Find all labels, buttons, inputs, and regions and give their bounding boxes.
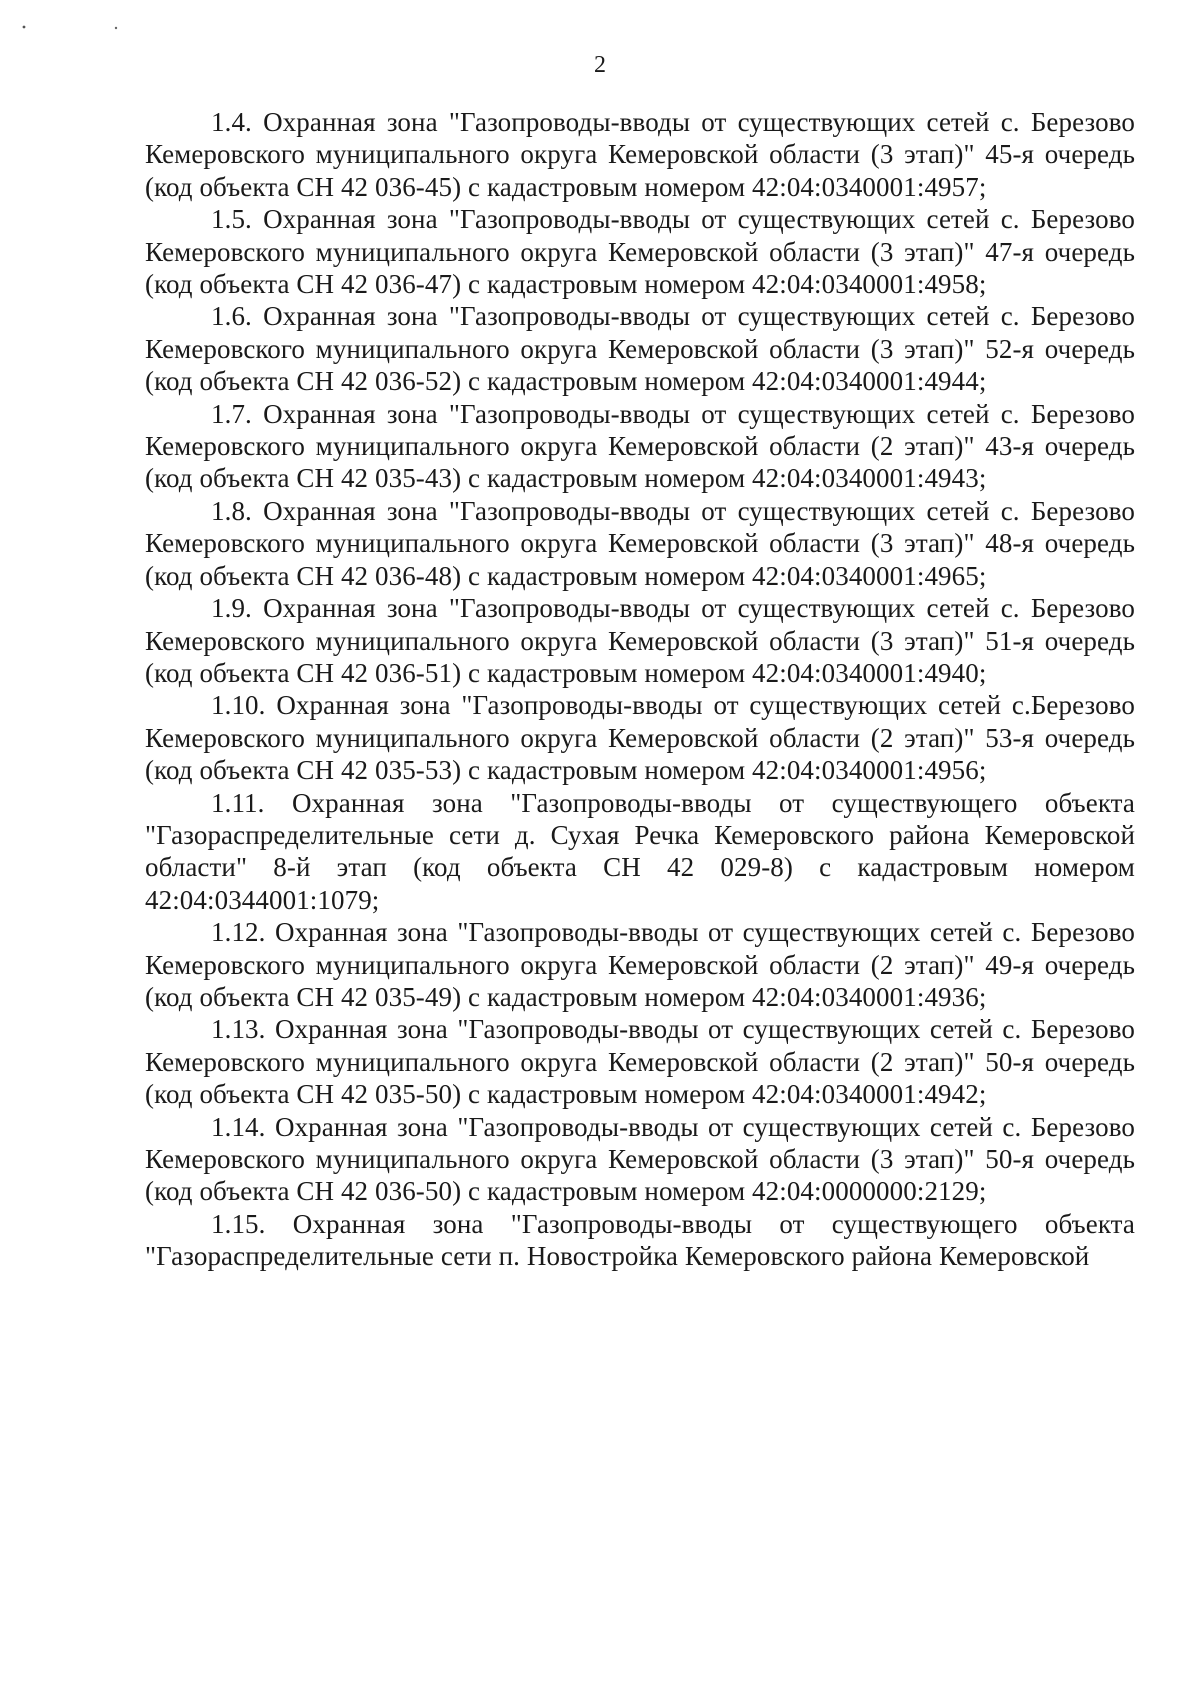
list-item: 1.5. Охранная зона "Газопроводы-вводы от существующих сетей с. Березово Кемеровского муниципального округа Кемеровской области (3 этап)" 47-я очередь (код объекта СН 42 036-47) с кадастровым номером 42:04:0340001:4958; [145, 204, 1135, 300]
list-item: 1.14. Охранная зона "Газопроводы-вводы от существующих сетей с. Березово Кемеровского муниципального округа Кемеровской области (3 этап)" 50-я очередь (код объекта СН 42 036-50) с кадастровым номером 42:04:0000000:2129; [145, 1111, 1135, 1207]
list-item: 1.15. Охранная зона "Газопроводы-вводы от существующего объекта "Газораспределительные сети п. Новостройка Кемеровского района Кемеровской [145, 1208, 1135, 1272]
list-item: 1.7. Охранная зона "Газопроводы-вводы от существующих сетей с. Березово Кемеровского муниципального округа Кемеровской области (2 этап)" 43-я очередь (код объекта СН 42 035-43) с кадастровым номером 42:04:0340001:4943; [145, 398, 1135, 494]
list-item: 1.8. Охранная зона "Газопроводы-вводы от существующих сетей с. Березово Кемеровского муниципального округа Кемеровской области (3 этап)" 48-я очередь (код объекта СН 42 036-48) с кадастровым номером 42:04:0340001:4965; [145, 495, 1135, 591]
page-number: 2 [594, 52, 606, 78]
document-body [145, 106, 1135, 1273]
list-item: 1.12. Охранная зона "Газопроводы-вводы от существующих сетей с. Березово Кемеровского муниципального округа Кемеровской области (2 этап)" 49-я очередь (код объекта СН 42 035-49) с кадастровым номером 42:04:0340001:4936; [145, 917, 1135, 1012]
list-item: 1.4. Охранная зона "Газопроводы-вводы от существующих сетей с. Березово Кемеровского муниципального округа Кемеровской области (3 этап)" 45-я очередь (код объекта СН 42 036-45) с кадастровым номером 42:04:0340001:4957; [145, 107, 1135, 202]
list-item: 1.9. Охранная зона "Газопроводы-вводы от существующих сетей с. Березово Кемеровского муниципального округа Кемеровской области (3 этап)" 51-я очередь (код объекта СН 42 036-51) с кадастровым номером 42:04:0340001:4940; [145, 593, 1135, 688]
list-item: 1.11. Охранная зона "Газопроводы-вводы от существующего объекта "Газораспределительные сети д. Сухая Речка Кемеровского района Кемеровской области" 8-й этап (код объекта СН 42 029-8) с кадастровым номером 42:04:0344001:1079; [145, 787, 1135, 915]
scan-specks [20, 20, 140, 34]
list-item: 1.6. Охранная зона "Газопроводы-вводы от существующих сетей с. Березово Кемеровского муниципального округа Кемеровской области (3 этап)" 52-я очередь (код объекта СН 42 036-52) с кадастровым номером 42:04:0340001:4944; [145, 301, 1135, 397]
list-item: 1.13. Охранная зона "Газопроводы-вводы от существующих сетей с. Березово Кемеровского муниципального округа Кемеровской области (2 этап)" 50-я очередь (код объекта СН 42 035-50) с кадастровым номером 42:04:0340001:4942; [145, 1014, 1135, 1110]
list-item: 1.10. Охранная зона "Газопроводы-вводы от существующих сетей с.Березово Кемеровского муниципального округа Кемеровской области (2 этап)" 53-я очередь (код объекта СН 42 035-53) с кадастровым номером 42:04:0340001:4956; [145, 690, 1135, 786]
